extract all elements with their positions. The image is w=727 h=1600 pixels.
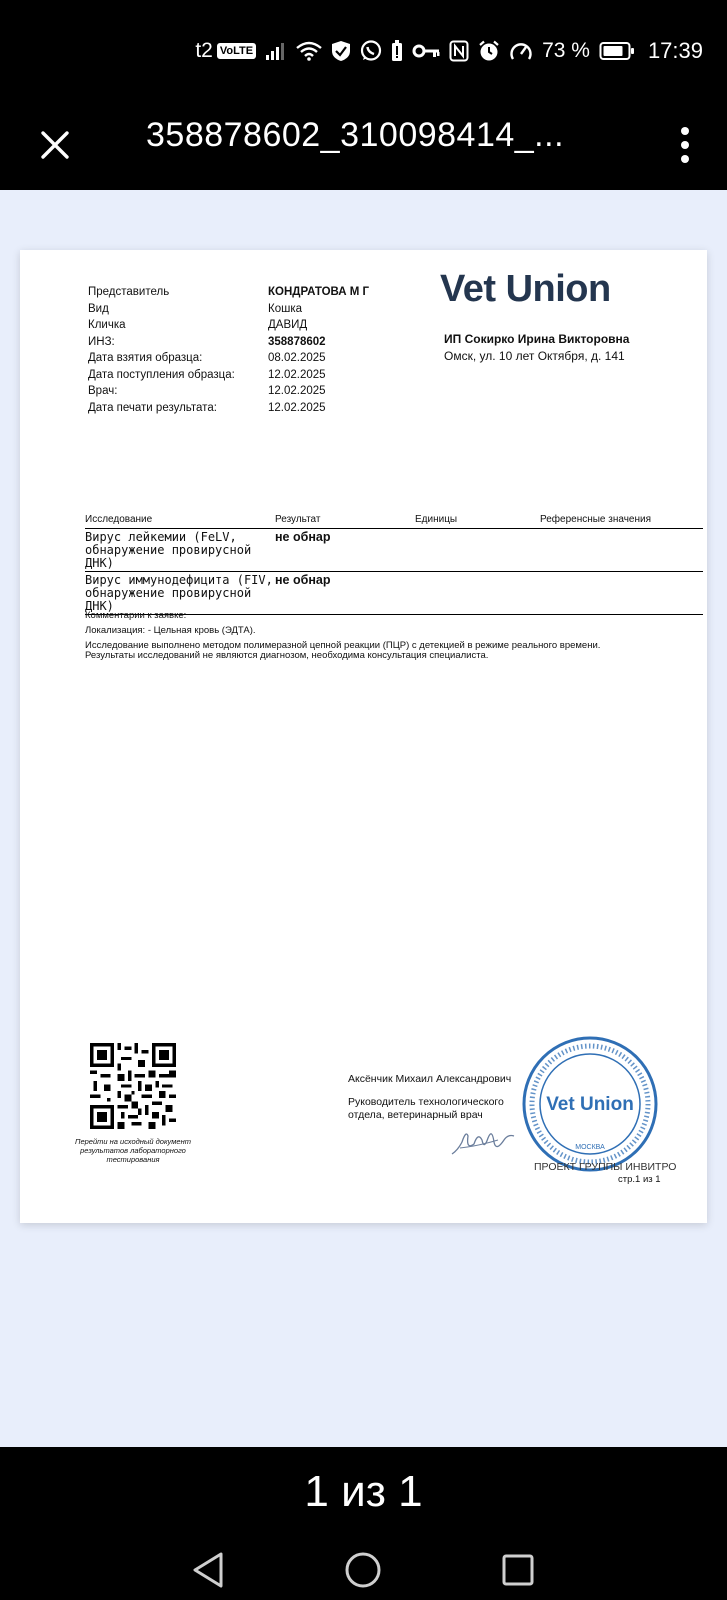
- signature-icon: [448, 1120, 518, 1160]
- carrier-label: t2: [195, 39, 213, 62]
- battery-alert-icon: [391, 40, 403, 62]
- study-name: Вирус лейкемии (FeLV, обнаружение провирусной ДНК): [85, 530, 252, 570]
- clinic-address: Омск, ул. 10 лет Октября, д. 141: [444, 349, 625, 363]
- signal-icon: [265, 41, 287, 61]
- wifi-icon: [296, 41, 322, 61]
- results-header: [85, 514, 703, 529]
- key-icon: [412, 43, 440, 59]
- table-row: [85, 529, 703, 572]
- qr-code[interactable]: [90, 1043, 176, 1129]
- comments: [85, 608, 600, 653]
- method-note: Исследование выполнено методом полимеразной цепной реакции (ПЦР) с детекцией в режиме реального времени.: [85, 640, 601, 651]
- study-result: не обнар: [275, 573, 331, 587]
- qr-caption: Перейти на исходный документ результатов лабораторного тестирования: [75, 1137, 191, 1164]
- info-row: Дата взятия образца: 08.02.2025: [88, 352, 326, 364]
- speedometer-icon: [509, 40, 533, 62]
- info-row: ИНЗ: 358878602: [88, 335, 326, 348]
- header-study: Исследование: [85, 514, 153, 525]
- info-row: Представитель КОНДРАТОВА М Г: [88, 286, 370, 298]
- project-label: ПРОЕКТ ГРУППЫ ИНВИТРО: [534, 1161, 677, 1173]
- document-title: 358878602_310098414_...: [146, 116, 565, 154]
- document-page[interactable]: [20, 250, 707, 1223]
- results-table: [85, 514, 703, 615]
- more-options-button[interactable]: [665, 122, 705, 168]
- clinic-name: ИП Сокирко Ирина Викторовна: [444, 332, 630, 346]
- info-row: Врач: 12.02.2025: [88, 385, 326, 397]
- page-indicator: 1 из 1: [304, 1467, 423, 1516]
- study-name: Вирус иммунодефицита (FIV, обнаружение провирусной ДНК): [85, 573, 273, 613]
- info-row: Кличка ДАВИД: [88, 319, 308, 331]
- comments-title: Комментарии к заявке:: [85, 610, 187, 621]
- back-icon: [191, 1551, 225, 1589]
- header-reference: Референсные значения: [540, 514, 652, 525]
- nav-home-button[interactable]: [338, 1545, 388, 1595]
- signer-role: Руководитель технологического отдела, ветеринарный врач: [348, 1096, 504, 1121]
- study-units: [415, 531, 540, 570]
- study-reference: [540, 531, 703, 570]
- study-result: не обнар: [275, 530, 331, 544]
- nav-recent-button[interactable]: [493, 1545, 543, 1595]
- status-bar: [0, 0, 727, 100]
- shield-check-icon: [331, 40, 351, 62]
- signer-name: Аксёнчик Михаил Александрович: [348, 1073, 512, 1085]
- battery-percent: 73 %: [542, 39, 590, 62]
- info-row: Дата печати результата: 12.02.2025: [88, 401, 326, 414]
- header-result: Результат: [275, 514, 321, 525]
- close-button[interactable]: [32, 122, 78, 168]
- header-units: Единицы: [415, 514, 458, 525]
- stamp-city-text: МОСКВА: [575, 1144, 605, 1151]
- localization: Локализация: - Цельная кровь (ЭДТА).: [85, 625, 256, 636]
- stamp: [520, 1034, 660, 1174]
- patient-info: [88, 284, 369, 416]
- clock: 17:39: [647, 38, 703, 63]
- disclaimer: Результаты исследований не являются диагнозом, необходима консультация специалиста.: [85, 650, 489, 661]
- battery-icon: [599, 41, 635, 61]
- more-vertical-icon: [680, 127, 690, 163]
- info-row: Вид Кошка: [88, 302, 303, 315]
- nav-back-button[interactable]: [183, 1545, 233, 1595]
- stamp-logo-text: Vet Union: [546, 1094, 634, 1115]
- status-icons: [195, 36, 703, 66]
- home-icon: [344, 1551, 382, 1589]
- nfc-icon: [449, 40, 469, 62]
- close-icon: [40, 130, 70, 160]
- alarm-icon: [478, 40, 500, 62]
- page-number: стр.1 из 1: [618, 1174, 661, 1185]
- bottom-bar: [0, 1447, 727, 1600]
- app-bar: [0, 100, 727, 190]
- whatsapp-icon: [360, 40, 382, 62]
- info-row: Дата поступления образца: 12.02.2025: [88, 368, 326, 381]
- vet-union-logo: Vet Union: [440, 268, 611, 310]
- recent-apps-icon: [501, 1553, 535, 1587]
- volte-badge: VoLTE: [217, 43, 256, 59]
